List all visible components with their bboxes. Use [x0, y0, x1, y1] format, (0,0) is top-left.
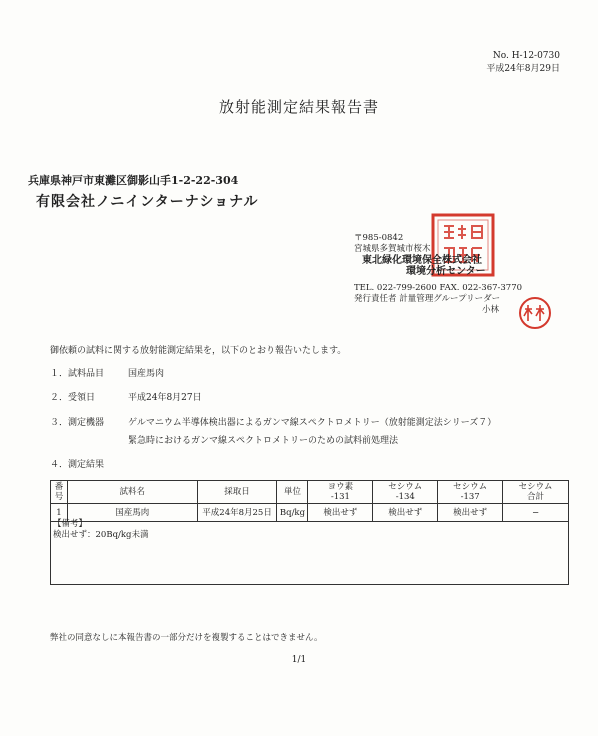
header-collection-date: 採取日 — [197, 481, 277, 504]
issuer-responsible: 発行責任者 計量管理グループリーダー — [354, 294, 501, 304]
cell-cesium-134: 検出せず — [373, 504, 438, 522]
issuer-postal: 〒985-0842 — [354, 233, 404, 243]
issuer-block — [354, 233, 522, 316]
remarks-text: 検出せず：20Bq/kg未満 — [53, 530, 149, 540]
item-sample — [50, 366, 164, 379]
cell-cesium-total: − — [503, 504, 569, 522]
intro-text: 御依頼の試料に関する放射能測定結果を，以下のとおり報告いたします。 — [50, 346, 347, 356]
header-sample-name: 試料名 — [67, 481, 197, 504]
item-received — [50, 390, 202, 403]
cell-unit: Bq/kg — [277, 504, 308, 522]
issuer-person: 小林 — [482, 305, 500, 315]
report-title: 放射能測定結果報告書 — [218, 98, 379, 116]
item-sample-value: 国産馬肉 — [128, 369, 165, 379]
item-instrument-value-2: 緊急時におけるガンマ線スペクトロメトリーのための試料前処理法 — [128, 436, 399, 446]
header-unit: 単位 — [277, 481, 308, 504]
footer-notice: 弊社の同意なしに本報告書の一部分だけを複製することはできません。 — [50, 633, 323, 643]
page-number: 1/1 — [291, 655, 307, 665]
item-instrument-label: ３．測定機器 — [50, 418, 105, 428]
item-instrument-value-1: ゲルマニウム半導体検出器によるガンマ線スペクトロメトリー（放射能測定法シリーズ７） — [128, 418, 497, 428]
item-results-label: ４．測定結果 — [50, 460, 105, 470]
recipient-company: 有限会社ノニインターナショナル — [36, 194, 259, 210]
issuer-company-name: 東北緑化環境保全株式会社 — [362, 255, 482, 266]
remarks-label: 【備考】 — [53, 519, 88, 529]
item-received-value: 平成24年8月27日 — [128, 393, 202, 403]
cell-iodine-131: 検出せず — [308, 504, 373, 522]
item-instrument — [50, 415, 496, 428]
cell-sample-name: 国産馬肉 — [67, 504, 197, 522]
issuer-address: 宮城県多賀城市桜木 — [354, 244, 431, 254]
personal-seal-icon — [518, 296, 552, 330]
header-cesium-total: セシウム 合計 — [503, 481, 569, 504]
cell-number: 1 — [51, 504, 68, 522]
issuer-department: 環境分析センター — [406, 266, 486, 277]
header-cesium-134: セシウム -134 — [373, 481, 438, 504]
header-cesium-137: セシウム -137 — [438, 481, 503, 504]
recipient-address: 兵庫県神戸市東灘区御影山手1-2-22-304 — [28, 174, 239, 187]
cell-cesium-137: 検出せず — [438, 504, 503, 522]
issue-date: 平成24年8月29日 — [486, 64, 560, 74]
item-sample-label: １．試料品目 — [50, 369, 105, 379]
header-iodine-131: ヨウ素 -131 — [308, 481, 373, 504]
item-received-label: ２．受領日 — [50, 393, 96, 403]
cell-collection-date: 平成24年8月25日 — [197, 504, 277, 522]
remarks-box — [50, 519, 569, 585]
header-number: 番 号 — [51, 481, 68, 504]
document-number-block — [486, 50, 560, 76]
results-table — [50, 480, 569, 522]
table-header-row — [51, 481, 569, 504]
issuer-contact: TEL. 022-799-2600 FAX. 022-367-3770 — [354, 283, 523, 293]
document-number: No. H-12-0730 — [492, 51, 560, 61]
